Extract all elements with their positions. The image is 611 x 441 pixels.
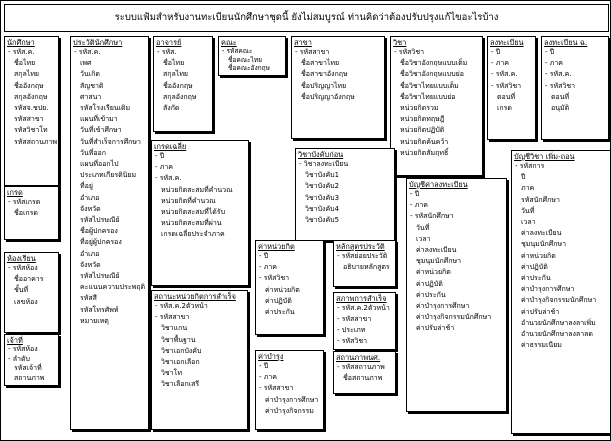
entity-field: ค่าประกัน <box>416 290 446 299</box>
entity-field: - รหัส.ค.2ตัวหน้า <box>337 304 390 312</box>
entity-field: - รหัสคณะ <box>222 47 253 55</box>
entity-student <box>4 36 59 186</box>
entity-field: วิชาบังคับ5 <box>305 216 340 225</box>
entity-field: วิชาพื้นฐาน <box>161 335 196 344</box>
entity-field: - รหัสเกรด <box>8 198 41 206</box>
entity-registration <box>487 36 536 140</box>
entity-field: ชื่อสถานภาพ <box>343 374 383 383</box>
entity-field: ค่าปฏิบัติ <box>416 279 443 288</box>
entity-field: ชื่อผู้ปกครอง <box>80 227 118 236</box>
entity-title: เกรด <box>7 188 23 197</box>
entity-field: รหัสไปรษณีย์ <box>80 216 120 225</box>
entity-field: ตอนที่ <box>497 92 516 101</box>
entity-field: - รหัส.ค. <box>545 70 572 79</box>
entity-field: สกุลอังกฤษ <box>14 92 48 101</box>
entity-field: สังกัด <box>163 104 180 113</box>
entity-title: วิชา <box>393 38 407 47</box>
entity-title: นักศึกษา <box>7 38 35 47</box>
entity-field: วิชาเลือกเสรี <box>161 380 200 389</box>
entity-field: ค่าหน่วยกิต <box>416 268 451 277</box>
entity-graduation-credits <box>151 290 248 430</box>
entity-field: หน่วยกิตสัมฤทธิ์ <box>400 148 449 157</box>
entity-field: ชื่อไทย <box>14 59 36 68</box>
entity-field: - ภาค <box>545 59 563 68</box>
entity-field: ค่าหน่วยกิต <box>265 285 300 294</box>
entity-field: ชื่อวิชาอังกฤษแบบเต็ม <box>400 59 468 68</box>
entity-field: รหัสสาขา <box>14 115 44 124</box>
entity-field: - ภาค <box>410 201 428 210</box>
entity-field: วิชาบังคับ2 <box>305 182 340 191</box>
entity-field: วันที่ <box>416 223 430 232</box>
entity-field: รหัสโรงเรียนเดิม <box>80 104 131 113</box>
entity-field: ชื่อคณะไทย <box>228 55 263 64</box>
entity-field: ค่าบำรุงกิจกรรม <box>265 406 314 415</box>
entity-field: - รหัสสาขา <box>155 313 190 322</box>
entity-title: สถานภาพนศ. <box>336 353 381 362</box>
entity-room-owner <box>4 334 59 386</box>
entity-field: ชื่อไทย <box>163 59 185 68</box>
entity-course <box>390 36 483 176</box>
entity-field: หน่วยกิตสะสมที่ได้รับ <box>161 208 226 217</box>
entity-field: แผนที่เข้ามา <box>80 115 118 124</box>
entity-field: - รหัสวิชา <box>491 81 522 90</box>
entity-field: รหัสโทรศัพท์ <box>80 305 119 314</box>
entity-field: ประเภทเกียรตินิยม <box>80 171 137 180</box>
entity-title: สาขา <box>294 38 312 47</box>
entity-field: หน่วยกิตทฤษฎี <box>400 115 445 124</box>
entity-field: วิชาแกน <box>161 324 188 333</box>
entity-field: ค่าบำรุงการศึกษา <box>521 285 575 294</box>
entity-title: บัญชีวิชา เพิ่ม-ถอน <box>514 152 575 161</box>
entity-field: - ภาค <box>155 163 173 172</box>
entity-field: ค่าปรับล่าช้า <box>416 324 455 333</box>
entity-field: - ปี <box>545 48 555 56</box>
entity-maintenance-fee <box>255 350 324 430</box>
entity-field: - รหัสสาขา <box>259 384 294 393</box>
entity-field: คะแนนความประพฤติ <box>80 283 146 292</box>
entity-field: แผนที่ออกไป <box>80 160 119 169</box>
entity-field: อำนวยนักศึกษาลงลาลด <box>521 330 593 339</box>
entity-field: ชื่อวิชาอังกฤษแบบย่อ <box>400 70 464 79</box>
entity-field: - ปี <box>491 48 501 56</box>
entity-field: จังหวัด <box>80 204 101 213</box>
entity-field: - รหัสวิชา <box>337 337 368 345</box>
entity-title: หลักสูตรประวัติ <box>336 242 385 251</box>
entity-field: วันเกิด <box>80 70 100 79</box>
entity-field: ชื่อสาขาไทย <box>301 59 340 68</box>
entity-title: บัญชีค่าลงทะเบียน <box>409 180 468 189</box>
entity-field: - รหัสสาขา <box>295 48 330 56</box>
entity-field: ค่าปฏิบัติ <box>521 262 548 271</box>
entity-field: หน่วยกิตรวม <box>400 104 439 113</box>
entity-field: หน่วยกิตที่คำนวณ <box>161 196 216 205</box>
entity-curriculum-history <box>333 240 396 287</box>
entity-faculty <box>218 36 286 76</box>
entity-field: รหัสนักศึกษา <box>521 195 560 204</box>
entity-field: - รหัส.ค.2ตัวหน้า <box>155 302 208 310</box>
entity-field: ค่าบำรุงการศึกษา <box>416 302 470 311</box>
entity-field: - รหัสสถานภาพ <box>337 363 385 371</box>
entity-registration-special <box>541 36 609 140</box>
entity-field: หมายเหตุ <box>80 316 109 325</box>
entity-field: รหัสวิชาโท <box>14 126 48 135</box>
entity-field: - ภาค <box>259 373 277 382</box>
entity-field: เลขห้อง <box>14 297 38 306</box>
entity-field: จังหวัด <box>80 260 101 269</box>
entity-field: - ปี <box>410 190 420 198</box>
entity-field: วิชาบังคับ4 <box>305 204 340 213</box>
entity-title: ลงทะเบียน <box>490 38 524 47</box>
entity-field: ตอนที่ <box>551 92 570 101</box>
entity-title: คณะ <box>221 38 237 47</box>
diagram-title: ระบบแฟ้มสำหรับงานทะเบียนนักศึกษาชุดนี้ ยังไม่สมบูรณ์ ท่านคิดว่าต้องปรับปรุงแก้ไขอะไรบ้าง <box>4 4 609 32</box>
entity-field: อำนวยนักศึกษาลงลาเพิ่ม <box>521 318 596 327</box>
entity-field: - ภาค <box>259 263 277 272</box>
entity-field: ค่าลงทะเบียน <box>416 246 457 255</box>
entity-advisor <box>153 36 213 132</box>
entity-title: ห้องเรียน <box>7 254 36 263</box>
entity-field: หน่วยกิตค้นคว้า <box>400 137 449 146</box>
entity-field: เกรด <box>497 104 512 113</box>
entity-field: - ลำดับ <box>8 354 30 363</box>
entity-field: ค่าประกัน <box>265 308 295 317</box>
entity-field: ค่าบำรุงการศึกษา <box>265 395 319 404</box>
entity-graduation-status <box>333 292 396 350</box>
entity-field: วิชาโท <box>161 369 182 378</box>
entity-field: - รหัสวิชา <box>545 81 576 90</box>
entity-field: ชื่อเกรด <box>14 209 38 218</box>
entity-field: - รหัสนักศึกษา <box>410 212 454 221</box>
entity-field: - รหัสห้อง <box>8 345 38 353</box>
entity-field: เพศ <box>80 59 92 68</box>
entity-field: ชื่ออังกฤษ <box>14 81 44 90</box>
entity-field: เวลา <box>521 218 536 227</box>
entity-field: ค่าประกัน <box>521 274 551 283</box>
entity-field: รหัสสถานภาพ <box>14 137 58 146</box>
entity-field: ชั้นที่ <box>14 286 29 295</box>
entity-field: รหัสไปรษณีย์ <box>80 272 120 281</box>
entity-field: วันที่ออก <box>80 148 106 157</box>
entity-field: - ปี <box>259 252 269 260</box>
entity-grade <box>4 186 59 240</box>
entity-field: ค่าหน่วยกิต <box>521 251 556 260</box>
entity-add-drop-account <box>511 150 611 434</box>
entity-field: วันที่ <box>521 206 535 215</box>
entity-field: ที่อยู่ผู้ปกครอง <box>80 238 122 247</box>
entity-title: ลงทะเบียน ฉ. <box>544 38 588 47</box>
entity-field: - รหัสห้อง <box>8 264 38 272</box>
entity-field: ชื่ออังกฤษ <box>163 81 193 90</box>
entity-field: - ประเภท <box>337 326 366 334</box>
entity-field: ค่าลงทะเบียน <box>521 229 562 238</box>
entity-field: ชื่อปริญญาอังกฤษ <box>301 92 355 101</box>
entity-field: สัญชาติ <box>80 81 104 90</box>
entity-title: ประวัตินักศึกษา <box>73 38 123 47</box>
entity-field: หน่วยกิตสะสมที่ผ่าน <box>161 219 222 228</box>
entity-student-status <box>333 351 396 394</box>
entity-field: อธิบายหลักสูตร <box>343 263 390 272</box>
entity-field: ชุมนุมนักศึกษา <box>416 257 462 266</box>
entity-field: รหัสสี <box>80 294 97 303</box>
entity-field: ค่าปรับล่าช้า <box>521 307 560 316</box>
entity-classroom <box>4 252 59 333</box>
entity-field: หน่วยกิตสะสมที่คำนวณ <box>161 185 233 194</box>
entity-field: ศาสนา <box>80 92 102 101</box>
entity-field: - รหัส.ค. <box>491 70 518 79</box>
entity-field: - รหัส.ค. <box>155 174 182 183</box>
entity-title: เกรดเฉลี่ย <box>154 142 187 151</box>
entity-field: - ปี <box>259 362 269 370</box>
entity-field: ค่าบำรุงกิจกรรมนักศึกษา <box>521 296 597 305</box>
entity-field: รหัสจ.ชปย. <box>14 104 49 113</box>
entity-field: - รหัสการ <box>515 162 545 170</box>
entity-field: สกุลอังกฤษ <box>163 92 197 101</box>
entity-field: สกุลไทย <box>14 70 40 79</box>
entity-registration-fee-account <box>406 178 507 412</box>
entity-student-history <box>70 36 149 430</box>
entity-field: ที่อยู่ <box>80 182 93 191</box>
entity-field: วันที่สำเร็จการศึกษา <box>80 137 141 146</box>
entity-title: ค่าหน่วยกิต <box>258 242 295 251</box>
entity-title: วิชาบังคับก่อน <box>298 150 344 159</box>
entity-field: - ภาค <box>491 59 509 68</box>
entity-field: วันที่เข้าศึกษา <box>80 126 122 135</box>
entity-field: ค่าธรรมเนียม <box>521 341 562 350</box>
entity-field: ค่าบำรุงกิจกรรมนักศึกษา <box>416 313 492 322</box>
entity-field: ชื่อวิชาไทยแบบย่อ <box>400 92 456 101</box>
entity-field: - ปี <box>155 152 165 160</box>
entity-field: - รหัสย่อยประวัติ <box>337 252 388 260</box>
entity-field: วิชาเอกเลือก <box>161 358 200 367</box>
entity-field: เวลา <box>416 234 431 243</box>
entity-field: อนุมัติ <box>551 104 570 113</box>
entity-field: - วิชาลงทะเบียน <box>299 160 349 168</box>
entity-field: วิชาบังคับ3 <box>305 193 340 202</box>
entity-field: - รหัสวิชา <box>394 48 425 56</box>
entity-field: ชุมนุมนักศึกษา <box>521 240 567 249</box>
entity-title: เจ้าที่ <box>7 336 23 345</box>
entity-field: หน่วยกิตปฏิบัติ <box>400 126 445 135</box>
entity-field: ชื่อปริญญาไทย <box>301 81 347 90</box>
entity-field: รหัสเจ้าที่ <box>14 364 42 372</box>
entity-field: - รหัส. <box>157 48 177 56</box>
entity-title: สถานะหน่วยกิตการสำเร็จ <box>154 292 236 301</box>
entity-field: - รหัส.ค. <box>74 48 101 56</box>
entity-field: ชื่ออาคาร <box>14 275 44 284</box>
entity-field: วิชาเอกบังคับ <box>161 346 202 355</box>
entity-title: ค่าบำรุง <box>258 352 284 361</box>
entity-gpa <box>151 140 249 286</box>
entity-field: ชื่อวิชาไทยแบบเต็ม <box>400 81 459 90</box>
entity-title: สภาพการสำเร็จ <box>336 294 387 303</box>
entity-field: เกรดเฉลี่ยประจำภาค <box>161 230 225 239</box>
entity-field: ปี <box>521 173 526 182</box>
entity-field: - รหัสวิชา <box>259 274 290 283</box>
entity-credit-fee <box>255 240 324 335</box>
entity-title: อาจารย์ <box>156 38 182 47</box>
entity-field: อำเภอ <box>80 193 100 202</box>
entity-field: วิชาบังคับ1 <box>305 171 340 180</box>
entity-field: สถานภาพ <box>14 373 45 382</box>
entity-field: สกุลไทย <box>163 70 189 79</box>
entity-prerequisite <box>295 148 395 241</box>
entity-field: ชื่อสาขาอังกฤษ <box>301 70 348 79</box>
entity-field: - รหัส.ค. <box>8 48 35 56</box>
entity-field: ชื่อคณะอังกฤษ <box>228 64 271 73</box>
entity-field: ภาค <box>521 184 535 193</box>
entity-field: - รหัสสาขา <box>337 315 372 323</box>
entity-field: ค่าปฏิบัติ <box>265 296 292 305</box>
entity-major <box>291 36 385 139</box>
entity-field: อำเภอ <box>80 249 100 258</box>
